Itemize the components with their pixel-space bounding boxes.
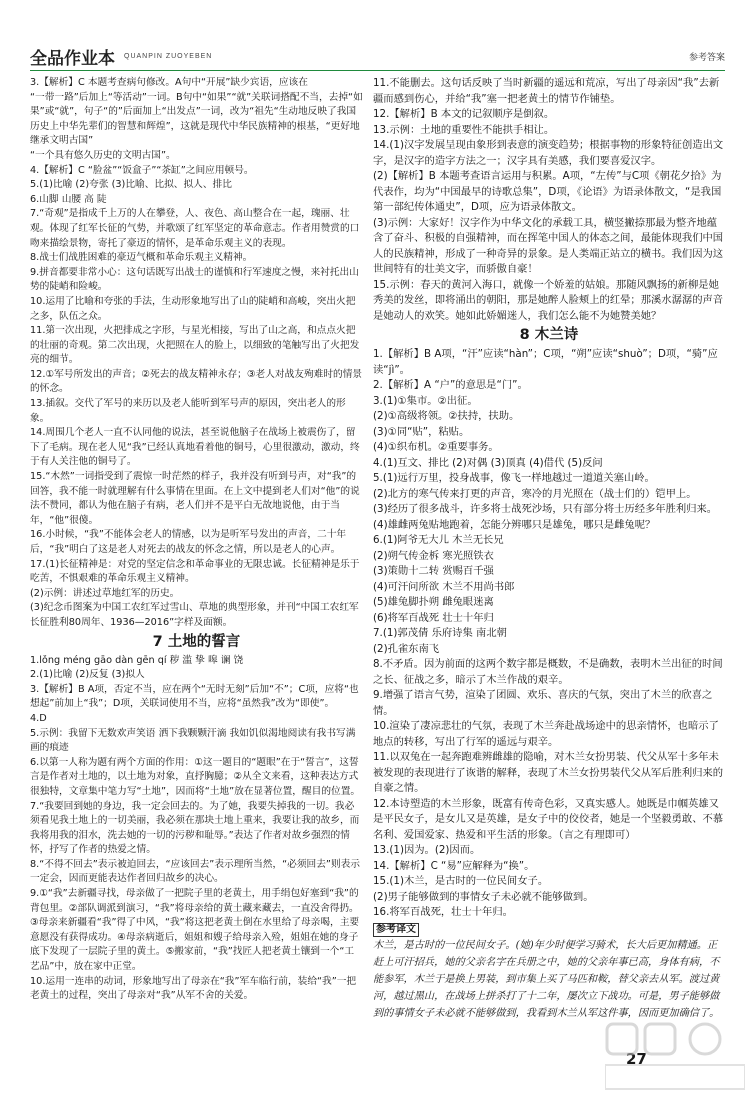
reference-translation-text: 木兰，是古时的一位民间女子。(她)年少时便学习骑术，长大后更加精通。正赶上可汗招兵，她的父亲名字在兵册之中，她的父亲年事已高，身体有病，不能参军，木兰于是换上男装，到市集上买了马匹和鞍，替父亲去从军。渡过黄河，越过黑山，在战场上拼杀打了十二年，屡次立下战功。可是，男子能够做到的事情女子未必就不能够做到，我看到木兰从军这件事，因而更加确信了。 [373, 940, 720, 1019]
reference-translation-title: 参考译文 [373, 923, 419, 937]
answer-line: (5)雄兔脚扑朔 雌兔眼迷离 [373, 596, 494, 608]
page-number: 27 [626, 1050, 647, 1068]
section-title: 7 土地的誓言 [152, 633, 241, 650]
answer-line: 9.①“我”去新疆寻找，母亲做了一把院子里的老黄土，用手绢包好塞到“我”的背包里。②部队调派到演习，“我”将母亲给的黄土藏来藏去，一直没舍得扔。③母亲来新疆看“我”得了中风，“我”将这把老黄土倒在水里给了母亲喝，主要意愿没有获得成功。④母亲病逝后，姐姐和嫂子给母亲入殓，姐姐在她的身子底下发现了一层院子里的黄土。⑤搬家前，“我”找匠人把老黄土镶到一个“工艺品”中，放在家中正堂。 [30, 888, 360, 973]
answer-line: 10.渲染了凄凉悲壮的气氛，表现了木兰奔赴战场途中的思亲情怀，也暗示了地点的转移，写出了行军的遥远与艰辛。 [373, 720, 719, 748]
answer-line: 14.【解析】C “易”应解释为“换”。 [373, 859, 535, 872]
answer-line: (6)将军百战死 壮士十年归 [373, 611, 494, 624]
brand-pinyin: QUANPIN ZUOYEBEN [124, 53, 213, 60]
answer-line: “一带一路”后加上“等活动”一词。B句中“如果”“就”关联词搭配不当，去掉“如果”或“就”，句子“的”后面加上“出发点”一词，改为“祖先“生动地反映了我国历史上中华先辈们的智慧和辉煌”，这就是现代中华民族精神的根基，“更好地继承文明古国” [30, 91, 363, 147]
answer-line: 4.(1)互文、排比 (2)对偶 (3)顶真 (4)借代 (5)反问 [373, 456, 603, 469]
answer-line: 11.不能删去。这句话反映了当时新疆的遥远和荒凉，写出了母亲因“我”去新疆而感到伤心，并给“我”塞一把老黄土的情节作铺垫。 [373, 77, 720, 105]
answer-line: (2)朔气传金柝 寒光照铁衣 [373, 549, 494, 562]
answer-line: 3.(1)①集市。②出征。 [373, 394, 478, 407]
answer-line: 15.示例：春天的黄河入海口，就像一个娇羞的姑娘。那随风飘扬的新柳是她秀美的发丝，即将涌出的朝阳，那是她醉人脸颊上的红晕；那溪水潺潺的声音是她动人的欢笑。她如此娇媚迷人，我们怎么能不为她赞美她？ [373, 278, 724, 322]
answer-line: (3)①同“贴”，粘贴。 [373, 425, 470, 438]
answer-line: 13.(1)因为。(2)因而。 [373, 844, 481, 856]
answer-line: 16.将军百战死，壮士十年归。 [373, 906, 513, 918]
answer-line: 6.山脚 山腰 高 陡 [30, 193, 107, 205]
answer-line: 9.增强了语言气势，渲染了团圆、欢乐、喜庆的气氛，突出了木兰的欣喜之情。 [373, 689, 713, 717]
answer-line: 12.【解析】B 本文的记叙顺序是倒叙。 [373, 108, 555, 120]
answer-line: 6.以第一人称为题有两个方面的作用：①这一题目的“题眼”在于“誓言”，这誓言是作者对土地的，以土地为对象，直抒胸臆；②从全文来看，这种表达方式很独特，文章集中笔力写“土地”，因而将“土地”放在显著位置，醒目的位置。 [30, 756, 361, 797]
answer-line: 7.(1)郭茂倩 乐府诗集 南北朝 [373, 627, 507, 639]
answer-line: 7.“我要回到她的身边，我一定会回去的。为了她，我要失掉我的一切。我必须看见我土地上的一切美丽，我必须在那块土地上重来，我要让我的故乡，而我将用我的泪水，洗去她的一切的污秽和耻辱。”表达了作者对故乡强烈的情怀，抒写了作者的热爱之情。 [30, 800, 360, 856]
answer-line: 3.【解析】C 本题考查病句修改。A句中“开展”缺少宾语，应该在 [30, 77, 308, 88]
answer-line: 10.运用了比喻和夸张的手法，生动形象地写出了山的陡峭和高峻，突出火把之多，队伍之众。 [30, 295, 356, 322]
answer-line: 10.运用一连串的动词，形象地写出了母亲在“我”军车临行前，装给“我”一把老黄土的过程，突出了母亲对“我”从军不舍的关爱。 [30, 975, 357, 1002]
answer-line: 5.示例：我留下无数欢声笑语 洒下我颗颗汗滴 我如饥似渴地阅读有我书写满画的痕迹 [30, 727, 356, 754]
right-column [373, 76, 725, 1022]
answer-line: 1.lǒng méng gāo dàn gēn qí 秽 滥 挚 嗥 谰 饶 [30, 654, 244, 666]
answer-line: 11.以双兔在一起奔跑难辨雌雄的隐喻，对木兰女扮男装、代父从军十多年未被发现的表现进行了诙谐的解释，表现了木兰女扮男装代父从军后胜利归来的自豪之情。 [373, 751, 724, 794]
answer-line: (4)雄雌两兔贴地跑着，怎能分辨哪只是雄兔，哪只是雌兔呢？ [373, 518, 656, 531]
answer-line: 1.【解析】B A项，“汗”应读“hàn”；C项，“朔”应读“shuò”；D项，“骑”应读“jì”。 [373, 348, 718, 376]
answer-line: “一个具有悠久历史的文明古国”。 [30, 149, 176, 161]
answer-line: (2)【解析】B 本题考查语言运用与积累。A项，“左传”与C项《朝花夕拾》为代表作，均为“中国最早的诗歌总集”，D项，《论语》为语录体散文，“是我国第一部纪传体通史”，D项，应为语录体散文。 [373, 170, 722, 213]
page-header [30, 40, 725, 71]
answer-line: (3)示例：大家好！汉字作为中华文化的承载工具，横竖撇捺那最为整齐地蕴含了奋斗、积极的自强精神，而在挥笔中国人的体态之间，最能体现我们中国人的民族精神，形成了一种奇异的景象。是人类端正站立的横书。我们因为这世间特有的壮美文字，而骄傲自豪！ [373, 216, 724, 275]
section-title: 8 木兰诗 [519, 327, 579, 343]
answer-line: 5.(1)比喻 (2)夸张 (3)比喻、比拟、拟人、排比 [30, 179, 232, 191]
answer-line: 7.“奇观”是指成千上万的人在攀登，人、夜色、高山整合在一起，瑰丽、壮观。体现了红军长征的气势，并歌颂了红军坚定的革命意志。作者用赞赏的口吻来描绘景物，寄托了豪迈的情怀，是革命乐观主义的表现。 [30, 208, 360, 249]
answer-line: (2)①高级将领。②扶持，扶助。 [373, 410, 520, 422]
answer-line: (3)策勋十二转 赏赐百千强 [373, 565, 494, 577]
answer-line: 12.本诗塑造的木兰形象，既富有传奇色彩，又真实感人。她既是巾帼英雄又是平民女子，是女儿又是英雄，是女子中的佼佼者，她是一个坚毅勇敢、不慕名利、爱国爱家、热爱和平生活的形象。（言之有理即可） [373, 797, 724, 841]
answer-line: 8.不矛盾。因为前面的这两个数字都是概数，不是确数，表明木兰出征的时间之长、征战之多，暗示了木兰作战的艰辛。 [373, 658, 723, 686]
left-column [30, 76, 363, 1004]
answer-line: 15.(1)木兰，是古时的一位民间女子。 [373, 875, 549, 887]
answer-line: 13.插叙。交代了军号的来历以及老人能听到军号声的原因，突出老人的形象。 [30, 398, 346, 424]
answer-line: (3)经历了很多战斗，许多将士战死沙场，只有部分将士历经多年胜利归来。 [373, 503, 718, 515]
answer-line: 6.(1)阿爷无大儿 木兰无长兄 [373, 534, 504, 546]
brand-title: 全品作业本 [30, 49, 115, 69]
answer-line: (3)纪念币图案为中国工农红军过雪山、草地的典型形象，并刊“中国工农红军长征胜利80周年、1936—2016”字样及面额。 [30, 602, 359, 628]
answer-line: (2)示例：讲述过草地红军的历史。 [30, 587, 180, 599]
answer-line: 12.①军号所发出的声音；②死去的战友精神永存；③老人对战友殉难时的情景的怀念。 [30, 368, 363, 395]
answer-line: (2)孔雀东南飞 [373, 642, 440, 655]
answer-line: 9.拼音都要非常小心：这句话既写出战士的谨慎和行军速度之慢，来衬托出山势的陡峭和险峻。 [30, 266, 359, 293]
answer-line: (2)北方的寒气传来打更的声音，寒冷的月光照在（战士们的）铠甲上。 [373, 487, 697, 500]
answer-line: 16.小时候，“我”不能体会老人的情感，以为是听军号发出的声音，二十年后，“我”明白了这是老人对死去的战友的怀念之情，所以是老人的心声。 [30, 529, 347, 555]
answer-line: 8.“不得不回去”表示被迫回去，“应该回去”表示理所当然，“必须回去”则表示一定会，因而更能表达作者回归故乡的决心。 [30, 858, 360, 885]
answer-line: 8.战士们战胜困难的豪迈气概和革命乐观主义精神。 [30, 252, 253, 264]
answer-line: 14.(1)汉字发展呈现由象形到表意的演变趋势；根据事物的形象特征创造出文字，是汉字的造字方法之一；汉字具有美感，我们要喜爱汉字。 [373, 139, 724, 167]
answer-line: 14.周围几个老人一直不认同他的说法，甚至说他脑子在战场上被震伤了，留下了毛病。现在老人见“我”已经认真地看着他的铜号，心里很激动，激动，终于有人关注他的铜号了。 [30, 427, 360, 468]
answer-line: 5.(1)远行万里，投身战事，像飞一样地越过一道道关塞山岭。 [373, 472, 655, 484]
answer-line: 2.【解析】A “户”的意思是“门”。 [373, 379, 528, 391]
answer-line: (4)可汗问所欲 木兰不用尚书郎 [373, 580, 515, 593]
answer-line: 13.示例：土地的重要性不能拱手相让。 [373, 123, 555, 136]
answer-line: 4.【解析】C “脸盆”“饭盒子”“茶缸”之间应用顿号。 [30, 164, 254, 176]
answer-line: 2.(1)比喻 (2)反复 (3)拟人 [30, 669, 145, 681]
answer-line: 11.第一次出现，火把排成之字形，与星光相接，写出了山之高，和点点火把的壮丽的奇观。第二次出现，火把照在人的脸上，以细致的笔触写出了火把发亮的细节。 [30, 325, 360, 366]
answer-line: 15.“木然”一词指受到了震惊一时茫然的样子，我并没有听到号声，对“我”的回答，我不能一时就理解有什么事情在里面。在上文中提到老人们对“他”的说法不赞同，都认为他在脑子有病，老人们并不是平白无故地说他，由于当年，“他”很傻。 [30, 471, 360, 526]
answer-line: 4.D [30, 712, 47, 724]
answer-line: 17.(1)长征精神是：对党的坚定信念和革命事业的无限忠诚。长征精神是乐于吃苦，不惧艰难的革命乐观主义精神。 [30, 558, 360, 585]
header-answer-label: 参考答案 [688, 53, 725, 63]
answer-line: 3.【解析】B A项，否定不当，应在两个“无时无刻”后加“不”；C项，应将“也想起”前加上“我”；D项，关联词使用不当，应将“虽然我”改为“即使”。 [30, 683, 359, 710]
watermark-logo [605, 1020, 745, 1095]
answer-line: (4)①织布机。②重要事务。 [373, 441, 499, 453]
answer-line: (2)男子能够做到的事情女子未必就不能够做到。 [373, 890, 594, 903]
